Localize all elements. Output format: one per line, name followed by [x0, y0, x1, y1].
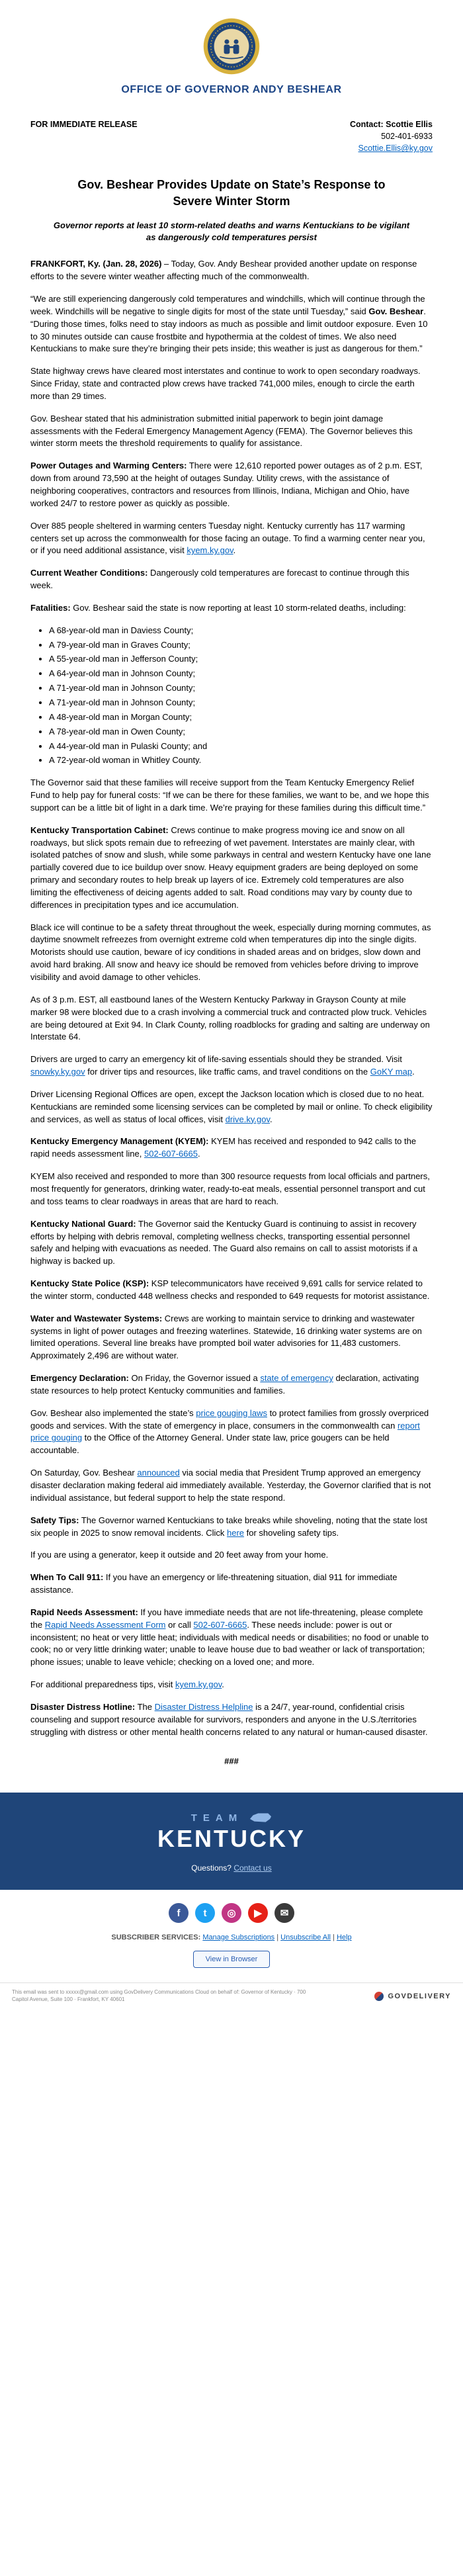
text-run: Gov. Beshear said the state is now reporting at least 10 storm-related deaths, including: — [70, 602, 406, 613]
bold-lead-in: Emergency Declaration: — [30, 1373, 129, 1384]
govdelivery-circle-icon — [374, 1992, 384, 2001]
social-icons — [0, 1890, 463, 1928]
bold-lead-in: Rapid Needs Assessment: — [30, 1607, 138, 1617]
separator: | — [274, 1933, 281, 1941]
fatalities-list — [30, 625, 433, 767]
fatality-item: • A 79-year-old man in Graves County; — [49, 639, 433, 652]
body-paragraph — [30, 567, 433, 592]
subscriber-services-label: SUBSCRIBER SERVICES: — [111, 1933, 201, 1941]
bold-lead-in: Disaster Distress Hotline: — [30, 1701, 136, 1712]
text-run: The Governor said the Kentucky Guard is continuing to assist in recovery efforts by helping with debris removal, completing wellness checks, transporting essential personnel safely and helping with evacuations as needed. The Guard also remains on call to assist motorists if a highway is backed up. — [30, 1218, 418, 1266]
body-paragraph — [30, 1088, 433, 1126]
bold-lead-in: Power Outages and Warming Centers: — [30, 461, 187, 471]
text-run: KYEM has received and responded to 942 calls to the rapid needs assessment line, — [30, 1136, 417, 1159]
body-paragraph — [30, 1278, 433, 1303]
contact-email-link[interactable]: Scottie.Ellis@ky.gov — [358, 144, 433, 154]
masthead — [0, 0, 463, 96]
view-in-browser-button[interactable]: View in Browser — [193, 1951, 271, 1968]
text-run: . “During those times, folks need to stay indoors as much as possible and limit outdoor exposure. Even 10 to 30 minutes outside can cause frostbite and hypothermia at the coldest of times. We also need Kentuckians to make sure they’re bringing their pets inside; this weather is just as dangerous for them.” — [30, 306, 428, 354]
body-paragraph — [30, 1607, 433, 1669]
body-paragraph — [30, 460, 433, 510]
contact-us-link[interactable]: Contact us — [233, 1863, 272, 1873]
text-run: KYEM also received and responded to more than 300 resource requests from local officials and partners, most frequently for generators, drinking water, ready-to-eat meals, essential personnel transport and cut and toss teams to clear roadways in areas that are hard to reach. — [30, 1171, 430, 1206]
press-release-subtitle: Governor reports at least 10 storm-related deaths and warns Kentuckians to be vigilant as dangerously cold temperatures persist — [53, 220, 410, 243]
text-run: “We are still experiencing dangerously cold temperatures and windchills, which will continue through the week. Windchills will be negative to single digits for most of the state until Tuesday,” said — [30, 294, 425, 316]
body-paragraph — [30, 1572, 433, 1597]
text-run: to the Office of the Attorney General. Under state law, price gougers can be held accountable. — [30, 1433, 390, 1456]
subscriber-link[interactable]: Unsubscribe All — [280, 1933, 331, 1941]
office-title: OFFICE OF GOVERNOR ANDY BESHEAR — [121, 84, 342, 95]
view-button-row — [0, 1941, 463, 1982]
text-run: . — [412, 1067, 415, 1077]
body-paragraph — [30, 1313, 433, 1362]
fatality-item: • A 44-year-old man in Pulaski County; and — [49, 740, 433, 753]
text-run: There were 12,610 reported power outages as of 2 p.m. EST, down from around 73,590 at the height of outages Sunday. Utility crews, with the assistance of neighboring cooperatives, contractors and resources from Illinois, Indiana, Michigan and Ohio, have worked 24/7 to restore power as quickly as possible. — [30, 461, 423, 508]
fine-print: This email was sent to xxxxx@gmail.com using GovDelivery Communications Cloud on behalf of: Governor of Kentucky · 700 Capitol Avenue, Suite 100 · Frankfort, KY 40601 — [12, 1989, 306, 2002]
fatality-item: • A 71-year-old man in Johnson County; — [49, 697, 433, 709]
kentucky-state-shape-icon — [249, 1812, 272, 1823]
text-run: Driver Licensing Regional Offices are open, except the Jackson location which is closed due to no heat. Kentuckians are reminded some licensing services can be completed by mail or online. To check eligibility and services, as well as status of local offices, visit — [30, 1088, 433, 1124]
instagram-icon[interactable]: ◎ — [222, 1903, 241, 1923]
text-run: . — [270, 1114, 273, 1124]
email-icon[interactable]: ✉ — [274, 1903, 294, 1923]
body-paragraph — [30, 1407, 433, 1457]
text-run: Gov. Beshear also implemented the state’s — [30, 1407, 196, 1418]
body-paragraph — [30, 602, 433, 615]
contact-block — [350, 118, 433, 154]
fatality-item: • A 64-year-old man in Johnson County; — [49, 668, 433, 680]
bold-lead-in: Safety Tips: — [30, 1515, 79, 1525]
bold-lead-in: Water and Wastewater Systems: — [30, 1313, 163, 1323]
text-run: If you are using a generator, keep it outside and 20 feet away from your home. — [30, 1550, 329, 1560]
release-info — [0, 118, 463, 154]
body-content — [0, 244, 463, 1738]
inline-link[interactable]: 502-607-6665 — [144, 1149, 198, 1159]
govdelivery-text: GOVDELIVERY — [388, 1992, 451, 2000]
bold-lead-in: FRANKFORT, Ky. (Jan. 28, 2026) — [30, 259, 162, 269]
text-run: On Friday, the Governor issued a — [128, 1373, 261, 1384]
twitter-icon[interactable]: t — [195, 1903, 215, 1923]
body-paragraph — [30, 413, 433, 451]
facebook-icon[interactable]: f — [169, 1903, 189, 1923]
fatality-item: • A 68-year-old man in Daviess County; — [49, 625, 433, 637]
text-run: Crews continue to make progress moving ice and snow on all roadways, but slick spots remain due to refreezing of wet pavement. Interstates are mainly clear, with isolated patches of snow and slush, while some parkways in central and western Kentucky have one lane partially covered due to ice buildup over snow. Heavy equipment graders are being deployed on some primary and secondary routes to help break up layers of ice. Extremely cold temperatures are also limiting the effectiveness of deicing agents added to salt. Road conditions may vary by county due to differences in precipitation types and ice accumulation. — [30, 824, 431, 910]
team-kentucky-logo — [0, 1812, 463, 1853]
body-paragraph — [30, 994, 433, 1044]
body-paragraph — [30, 1549, 433, 1562]
text-run: . These needs include: power is out or inconsistent; no heat or very little heat; individuals with medical needs or disabilities; no food or unable to cook; no or very little drinking water; unable to leave house due to bad weather or lack of transportation; phone issues; unable to leave vehicle; checking on a loved one; and more. — [30, 1619, 429, 1667]
text-run: As of 3 p.m. EST, all eastbound lanes of the Western Kentucky Parkway in Grayson County at mile marker 98 were blocked due to a crash involving a commercial truck and contracted plow truck. Vehicles are being detoured at Exit 94. In Clark County, rolling roadblocks for grading and salting are underway on Interstate 64. — [30, 994, 430, 1042]
bottom-strip — [0, 1982, 463, 2012]
text-run: via social media that President Trump approved an emergency disaster declaration making federal aid immediately available. Yesterday, the Governor clarified that is not individual assistance, but federal support to help the state respond. — [30, 1468, 431, 1503]
press-release-title: Gov. Beshear Provides Update on State’s Response to Severe Winter Storm — [77, 178, 386, 208]
text-run: If you have immediate needs that are not life-threatening, please complete the — [30, 1607, 423, 1630]
bold-lead-in: Kentucky State Police (KSP): — [30, 1278, 149, 1289]
questions-text: Questions? — [191, 1863, 232, 1873]
body-paragraph — [30, 1135, 433, 1161]
text-run: . — [197, 1149, 200, 1159]
bold-lead-in: Kentucky Emergency Management (KYEM): — [30, 1136, 209, 1147]
text-run: Crews are working to maintain service to drinking and wastewater systems in light of power outages and freezing waterlines. Statewide, 16 drinking water systems are on limited operations. Several line breaks have prompted boil water advisories for 11,483 customers. Approximately 2,496 are without water. — [30, 1313, 422, 1361]
body-paragraph — [30, 520, 433, 558]
body-paragraph — [30, 1053, 433, 1079]
inline-link[interactable]: report price gouging — [30, 1420, 420, 1443]
text-run: On Saturday, Gov. Beshear — [30, 1468, 138, 1478]
team-text: TEAM — [190, 1812, 243, 1824]
inline-link[interactable]: kyem.ky.gov — [187, 545, 233, 556]
inline-link[interactable]: Disaster Distress Helpline — [154, 1701, 253, 1712]
text-run: The — [135, 1701, 155, 1712]
bold-lead-in: When To Call 911: — [30, 1572, 104, 1583]
inline-link[interactable]: drive.ky.gov — [225, 1114, 270, 1124]
fatality-item: • A 55-year-old man in Jefferson County; — [49, 653, 433, 666]
inline-link[interactable]: here — [226, 1527, 245, 1538]
footer — [0, 1793, 463, 1890]
body-paragraph — [30, 1218, 433, 1268]
youtube-icon[interactable]: ▶ — [248, 1903, 268, 1923]
text-run: for driver tips and resources, like traffic cams, and travel conditions on the — [85, 1067, 370, 1077]
inline-link[interactable]: price gouging laws — [196, 1407, 267, 1418]
subscriber-services — [0, 1927, 463, 1941]
body-paragraph — [30, 1701, 433, 1739]
fatality-item: • A 72-year-old woman in Whitley County. — [49, 754, 433, 767]
text-run: Drivers are urged to carry an emergency kit of life-saving essentials should they be stranded. Visit — [30, 1054, 402, 1065]
text-run: is a 24/7, year-round, confidential crisis counseling and support resource available for survivors, responders and anyone in the U.S./territories struggling with distress or other mental health concerns related to any natural or human-caused disaster. — [30, 1701, 428, 1737]
kentucky-state-seal-icon — [202, 17, 261, 79]
questions-row — [0, 1863, 463, 1873]
inline-link[interactable]: state of emergency — [260, 1373, 333, 1384]
subscriber-links — [202, 1933, 351, 1941]
end-mark: ### — [224, 1755, 239, 1766]
body-paragraph — [30, 922, 433, 984]
bold-lead-in: Current Weather Conditions: — [30, 568, 148, 578]
fatality-item: • A 78-year-old man in Owen County; — [49, 726, 433, 738]
inline-link[interactable]: 502-607-6665 — [193, 1619, 247, 1630]
text-run: KSP telecommunicators have received 9,691 calls for service related to the winter storm, conducted 448 wellness checks and responded to 649 requests for motorist assistance. — [30, 1278, 430, 1301]
subscriber-link[interactable]: Manage Subscriptions — [202, 1933, 275, 1941]
text-run: – Today, Gov. Andy Beshear provided another update on response efforts to the severe winter weather affecting much of the commonwealth. — [30, 259, 417, 282]
body-paragraph — [30, 777, 433, 815]
body-paragraph — [30, 1467, 433, 1505]
text-run: If you have an emergency or life-threatening situation, dial 911 for immediate assistance. — [30, 1572, 398, 1595]
inline-link[interactable]: kyem.ky.gov — [175, 1679, 222, 1690]
body-paragraph — [30, 1372, 433, 1398]
body-paragraph — [30, 1679, 433, 1691]
text-run: . — [233, 545, 236, 556]
bold-lead-in: Fatalities: — [30, 602, 71, 613]
contact-phone: 502-401-6933 — [381, 132, 433, 142]
text-run: Gov. Beshear stated that his administration submitted initial paperwork to begin joint damage assessments with the Federal Emergency Management Agency (FEMA). The Governor believes this winter storm meets the threshold requirements to qualify for assistance. — [30, 413, 413, 449]
inline-link[interactable]: Rapid Needs Assessment Form — [44, 1619, 166, 1630]
subscriber-link[interactable]: Help — [336, 1933, 352, 1941]
body-paragraph — [30, 1171, 433, 1208]
body-paragraph — [30, 365, 433, 403]
text-run: declaration, activating state resources to help protect Kentucky communities and families. — [30, 1373, 419, 1396]
contact-label: Contact: Scottie Ellis — [349, 120, 433, 129]
text-run: Dangerously cold temperatures are forecast to continue through this week. — [30, 568, 409, 591]
inline-link[interactable]: GoKY map — [370, 1067, 413, 1077]
bold-lead-in: Kentucky Transportation Cabinet: — [30, 824, 169, 835]
text-run: . — [222, 1679, 224, 1690]
body-paragraph — [30, 293, 433, 355]
text-run: Black ice will continue to be a safety threat throughout the week, especially during morning commutes, as daytime snowmelt refreezes from overnight extreme cold when temperatures dip into the single digits. Motorists should use caution, beware of icy conditions in shaded areas and on bridges, slow down and avoid hard braking. All snow and heavy ice should be removed from vehicles before driving to improve visibility and avoid damage to other vehicles. — [30, 922, 431, 982]
text-run: The Governor said that these families will receive support from the Team Kentucky Emergency Relief Fund to help pay for funeral costs: “If we can be there for these families, we want to be, and we hope this support can be a little bit of light in a dark time. We’re praying for these families during this difficult time.” — [30, 777, 429, 813]
text-run: or call — [165, 1619, 194, 1630]
fatality-item: • A 71-year-old man in Johnson County; — [49, 682, 433, 695]
fatality-item: • A 48-year-old man in Morgan County; — [49, 711, 433, 724]
text-run: The Governor warned Kentuckians to take breaks while shoveling, noting that the state lost six people in 2025 to snow removal incidents. Click — [30, 1515, 428, 1538]
bold-lead-in: Gov. Beshear — [368, 306, 424, 316]
body-paragraph — [30, 258, 433, 283]
for-immediate-release-label: FOR IMMEDIATE RELEASE — [30, 120, 138, 129]
body-paragraph — [30, 824, 433, 912]
govdelivery-logo — [374, 1992, 451, 2001]
bold-lead-in: Kentucky National Guard: — [30, 1218, 136, 1229]
inline-link[interactable]: snowky.ky.gov — [30, 1067, 85, 1077]
separator: | — [331, 1933, 337, 1941]
text-run: to protect families from grossly overpriced goods and services. With the state of emergency in place, consumers in the commonwealth can — [30, 1407, 429, 1431]
kentucky-text: KENTUCKY — [157, 1824, 306, 1852]
text-run: State highway crews have cleared most interstates and continue to work to open secondary roadways. Since Friday, state and contracted plow crews have tracked 741,000 miles, enough to circle the earth more than 29 times. — [30, 366, 421, 401]
text-run: For additional preparedness tips, visit — [30, 1679, 175, 1690]
body-paragraph — [30, 1515, 433, 1540]
text-run: Over 885 people sheltered in warming centers Tuesday night. Kentucky currently has 117 warming centers set up across the commonwealth for those facing an outage. To find a warming center near you, or if you need additional assistance, visit — [30, 520, 425, 556]
text-run: for shoveling safety tips. — [244, 1527, 339, 1538]
inline-link[interactable]: announced — [137, 1468, 180, 1478]
